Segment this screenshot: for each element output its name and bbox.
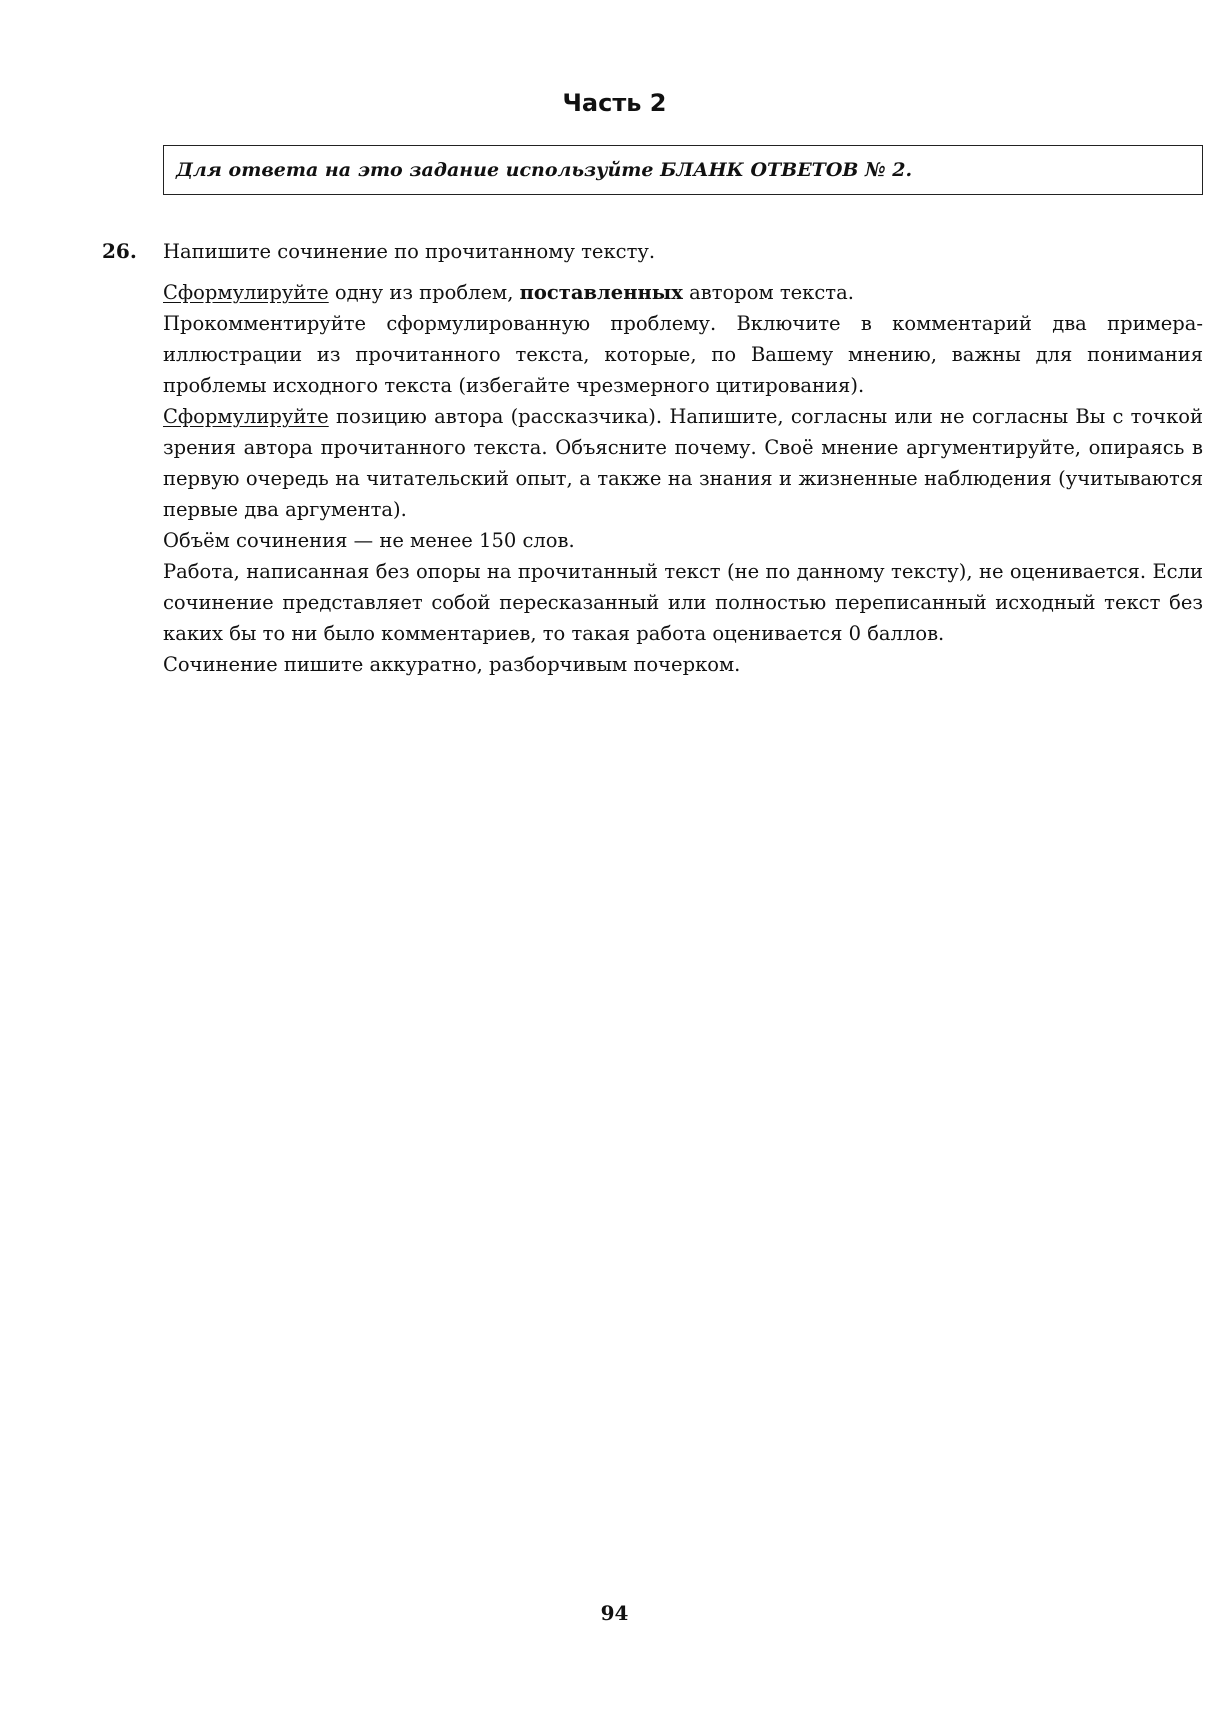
formulate-verb: Сформулируйте: [163, 405, 329, 428]
task-paragraph-1-bold: поставленных: [519, 281, 683, 304]
task-intro: Напишите сочинение по прочитанному тексту.: [163, 240, 656, 263]
instruction-text: Для ответа на это задание используйте БЛАНК ОТВЕТОВ № 2.: [176, 159, 913, 181]
task-paragraph-3-rest: позицию автора (рассказчика). Напишите, согласны или не согласны Вы с точкой зрения автора прочитанного текста. Объясните почему. Своё мнение аргументируйте, опираясь в первую очередь на читательский опыт, а также на знания и жизненные наблюдения (учитываются первые два аргумента).: [163, 405, 1203, 521]
task-paragraph-2: Прокомментируйте сформулированную проблему. Включите в комментарий два примера-иллюстрации из прочитанного текста, которые, по Вашему мнению, важны для понимания проблемы исходного текста (избегайте чрезмерного цитирования).: [163, 312, 1203, 397]
task-paragraph-6: Сочинение пишите аккуратно, разборчивым почерком.: [163, 653, 741, 676]
task-body: [163, 236, 1203, 680]
task-paragraph-3: [163, 401, 1203, 525]
task-paragraph-1-mid: одну из проблем,: [328, 281, 520, 304]
page-title: Часть 2: [562, 89, 667, 117]
task-paragraph-1-end: автором текста.: [682, 281, 854, 304]
page-number: 94: [600, 1601, 629, 1625]
formulate-verb: Сформулируйте: [163, 281, 329, 304]
task-paragraph-5: Работа, написанная без опоры на прочитанный текст (не по данному тексту), не оценивается. Если сочинение представляет собой пересказанный или полностью переписанный исходный текст без каких бы то ни было комментариев, то такая работа оценивается 0 баллов.: [163, 560, 1203, 645]
task-paragraph-4: Объём сочинения — не менее 150 слов.: [163, 529, 575, 552]
instruction-box: [163, 145, 1203, 195]
task-paragraph-1: [163, 277, 1203, 308]
task-number: 26.: [102, 239, 137, 263]
